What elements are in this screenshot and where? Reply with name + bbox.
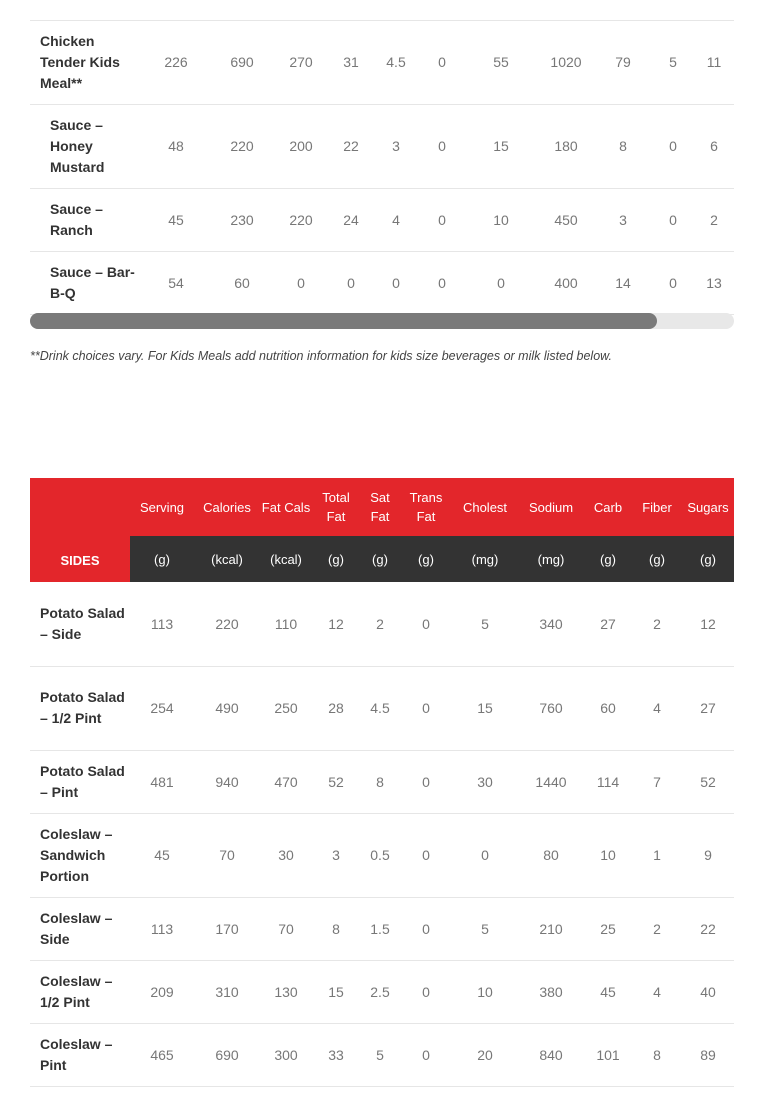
cell-value: 12 xyxy=(682,582,734,666)
cell-value: 30 xyxy=(452,750,518,813)
cell-value: 2.5 xyxy=(360,960,400,1023)
cell-value: 6 xyxy=(694,104,734,188)
table-row xyxy=(30,20,734,104)
cell-value: 220 xyxy=(272,188,330,251)
cell-value: 690 xyxy=(212,20,272,104)
horizontal-scrollbar[interactable] xyxy=(30,313,734,329)
column-header: Sat Fat xyxy=(360,478,400,536)
cell-value: 0 xyxy=(652,188,694,251)
cell-value: 79 xyxy=(594,20,652,104)
cell-value: 450 xyxy=(538,188,594,251)
cell-value: 5 xyxy=(652,20,694,104)
cell-value: 0 xyxy=(372,251,420,314)
cell-value: 180 xyxy=(538,104,594,188)
cell-value: 5 xyxy=(452,897,518,960)
cell-value: 114 xyxy=(584,750,632,813)
cell-value: 48 xyxy=(140,104,212,188)
cell-value: 52 xyxy=(312,750,360,813)
cell-value: 10 xyxy=(464,188,538,251)
sides-table xyxy=(30,478,734,1087)
cell-value: 27 xyxy=(682,666,734,750)
table-row xyxy=(30,251,734,314)
column-unit: (g) xyxy=(400,536,452,582)
cell-value: 250 xyxy=(260,666,312,750)
cell-value: 0 xyxy=(652,104,694,188)
row-name: Potato Salad – 1/2 Pint xyxy=(30,666,130,750)
cell-value: 300 xyxy=(260,1023,312,1086)
cell-value: 490 xyxy=(194,666,260,750)
cell-value: 10 xyxy=(584,813,632,897)
cell-value: 0 xyxy=(400,813,452,897)
cell-value: 2 xyxy=(360,582,400,666)
cell-value: 0 xyxy=(452,813,518,897)
cell-value: 55 xyxy=(464,20,538,104)
cell-value: 15 xyxy=(464,104,538,188)
cell-value: 4 xyxy=(632,666,682,750)
cell-value: 220 xyxy=(212,104,272,188)
table-row xyxy=(30,0,734,20)
cell-value: 230 xyxy=(212,188,272,251)
cell-value: 0 xyxy=(400,750,452,813)
cell-value: 840 xyxy=(518,1023,584,1086)
column-unit: (mg) xyxy=(452,536,518,582)
cell-value: 9 xyxy=(682,813,734,897)
cell-value: 380 xyxy=(518,960,584,1023)
cell-value: 101 xyxy=(584,1023,632,1086)
column-header: Total Fat xyxy=(312,478,360,536)
cell-value: 465 xyxy=(130,1023,194,1086)
table-row xyxy=(30,582,734,666)
cell-value: 0 xyxy=(400,960,452,1023)
cell-value: 45 xyxy=(130,813,194,897)
cell-value: 1020 xyxy=(538,20,594,104)
row-name: Potato Salad – Pint xyxy=(30,750,130,813)
cell-value: 27 xyxy=(584,582,632,666)
cell-value: 110 xyxy=(260,582,312,666)
row-name: Sauce – Ranch xyxy=(30,188,140,251)
column-header: Sugars xyxy=(682,478,734,536)
cell-value: 760 xyxy=(518,666,584,750)
cell-value: 10 xyxy=(452,960,518,1023)
cell-value: 8 xyxy=(360,750,400,813)
table-row xyxy=(30,104,734,188)
column-header: Calories xyxy=(194,478,260,536)
cell-value: 70 xyxy=(260,897,312,960)
cell-value: 7 xyxy=(632,750,682,813)
column-header: Trans Fat xyxy=(400,478,452,536)
cell-value: 60 xyxy=(584,666,632,750)
row-name: Coleslaw – Side xyxy=(30,897,130,960)
unit-header-row xyxy=(30,536,734,582)
cell-value: 3 xyxy=(594,188,652,251)
cell-value: 28 xyxy=(312,666,360,750)
column-unit: (g) xyxy=(632,536,682,582)
cell-value: 22 xyxy=(682,897,734,960)
cell-value: 33 xyxy=(312,1023,360,1086)
cell-value: 0 xyxy=(420,20,464,104)
cell-value: 14 xyxy=(594,251,652,314)
cell-value: 5 xyxy=(452,582,518,666)
cell-value: 113 xyxy=(130,582,194,666)
cell-value: 4 xyxy=(372,188,420,251)
row-name: Coleslaw – Sandwich Portion xyxy=(30,813,130,897)
cell-value: 340 xyxy=(518,582,584,666)
cell-value: 400 xyxy=(538,251,594,314)
row-name: Coleslaw – Pint xyxy=(30,1023,130,1086)
cell-value: 4 xyxy=(632,960,682,1023)
column-unit: (kcal) xyxy=(260,536,312,582)
row-name: Potato Salad – Side xyxy=(30,582,130,666)
cell-value: 40 xyxy=(682,960,734,1023)
cell-value: 31 xyxy=(330,20,372,104)
cell-value: 20 xyxy=(452,1023,518,1086)
cell-value: 60 xyxy=(212,251,272,314)
cell-value: 12 xyxy=(312,582,360,666)
column-unit: (mg) xyxy=(518,536,584,582)
table-row xyxy=(30,750,734,813)
cell-value: 0 xyxy=(400,897,452,960)
column-unit: (g) xyxy=(360,536,400,582)
cell-value: 15 xyxy=(312,960,360,1023)
cell-value: 8 xyxy=(594,104,652,188)
cell-value: 1440 xyxy=(518,750,584,813)
footnote: **Drink choices vary. For Kids Meals add nutrition information for kids size beverages or milk listed below. xyxy=(30,349,612,363)
cell-value: 226 xyxy=(140,20,212,104)
cell-value: 3 xyxy=(372,104,420,188)
cell-value: 270 xyxy=(272,20,330,104)
table-row xyxy=(30,897,734,960)
cell-value: 113 xyxy=(130,897,194,960)
cell-value: 45 xyxy=(140,188,212,251)
cell-value: 4.5 xyxy=(372,20,420,104)
table-row xyxy=(30,666,734,750)
cell-value: 0 xyxy=(464,251,538,314)
table-row xyxy=(30,960,734,1023)
row-name: Chicken Tender Kids Meal** xyxy=(30,20,140,104)
column-header: Fat Cals xyxy=(260,478,312,536)
column-header: Cholest xyxy=(452,478,518,536)
cell-value: 1.5 xyxy=(360,897,400,960)
cell-value: 0 xyxy=(420,104,464,188)
cell-value: 4.5 xyxy=(360,666,400,750)
cell-value: 22 xyxy=(330,104,372,188)
cell-value: 5 xyxy=(360,1023,400,1086)
row-name: Sauce – Honey Mustard xyxy=(30,104,140,188)
row-name: Sauce – Bar-B-Q xyxy=(30,251,140,314)
cell-value: 690 xyxy=(194,1023,260,1086)
column-header-row xyxy=(30,478,734,536)
cell-value: 200 xyxy=(272,104,330,188)
cell-value: 11 xyxy=(694,20,734,104)
kids-meal-table xyxy=(30,0,734,315)
table-row xyxy=(30,188,734,251)
cell-value: 0 xyxy=(652,251,694,314)
cell-value: 0.5 xyxy=(360,813,400,897)
cell-value: 52 xyxy=(682,750,734,813)
cell-value: 0 xyxy=(420,188,464,251)
cell-value: 170 xyxy=(194,897,260,960)
cell-value: 0 xyxy=(400,1023,452,1086)
cell-value: 3 xyxy=(312,813,360,897)
section-title: SIDES xyxy=(30,478,130,582)
cell-value: 8 xyxy=(312,897,360,960)
row-name: Coleslaw – 1/2 Pint xyxy=(30,960,130,1023)
cell-value: 0 xyxy=(420,251,464,314)
column-header: Sodium xyxy=(518,478,584,536)
cell-value: 130 xyxy=(260,960,312,1023)
table-row xyxy=(30,813,734,897)
cell-value: 2 xyxy=(694,188,734,251)
cell-value: 54 xyxy=(140,251,212,314)
column-unit: (g) xyxy=(682,536,734,582)
column-unit: (kcal) xyxy=(194,536,260,582)
cell-value: 45 xyxy=(584,960,632,1023)
cell-value: 13 xyxy=(694,251,734,314)
column-unit: (g) xyxy=(130,536,194,582)
scrollbar-thumb[interactable] xyxy=(30,313,657,329)
cell-value: 0 xyxy=(330,251,372,314)
cell-value: 2 xyxy=(632,897,682,960)
cell-value: 1 xyxy=(632,813,682,897)
column-header: Carb xyxy=(584,478,632,536)
column-header: Serving xyxy=(130,478,194,536)
row-name xyxy=(30,0,140,20)
cell-value: 310 xyxy=(194,960,260,1023)
column-unit: (g) xyxy=(584,536,632,582)
cell-value: 0 xyxy=(400,666,452,750)
cell-value: 481 xyxy=(130,750,194,813)
cell-value: 0 xyxy=(272,251,330,314)
cell-value: 254 xyxy=(130,666,194,750)
cell-value: 2 xyxy=(632,582,682,666)
cell-value: 220 xyxy=(194,582,260,666)
cell-value: 80 xyxy=(518,813,584,897)
cell-value: 30 xyxy=(260,813,312,897)
cell-value: 470 xyxy=(260,750,312,813)
cell-value: 210 xyxy=(518,897,584,960)
table-row xyxy=(30,1023,734,1086)
cell-value: 70 xyxy=(194,813,260,897)
cell-value: 8 xyxy=(632,1023,682,1086)
cell-value: 15 xyxy=(452,666,518,750)
column-header: Fiber xyxy=(632,478,682,536)
cell-value: 89 xyxy=(682,1023,734,1086)
cell-value: 24 xyxy=(330,188,372,251)
cell-value: 209 xyxy=(130,960,194,1023)
cell-value: 940 xyxy=(194,750,260,813)
cell-value: 25 xyxy=(584,897,632,960)
column-unit: (g) xyxy=(312,536,360,582)
cell-value: 0 xyxy=(400,582,452,666)
